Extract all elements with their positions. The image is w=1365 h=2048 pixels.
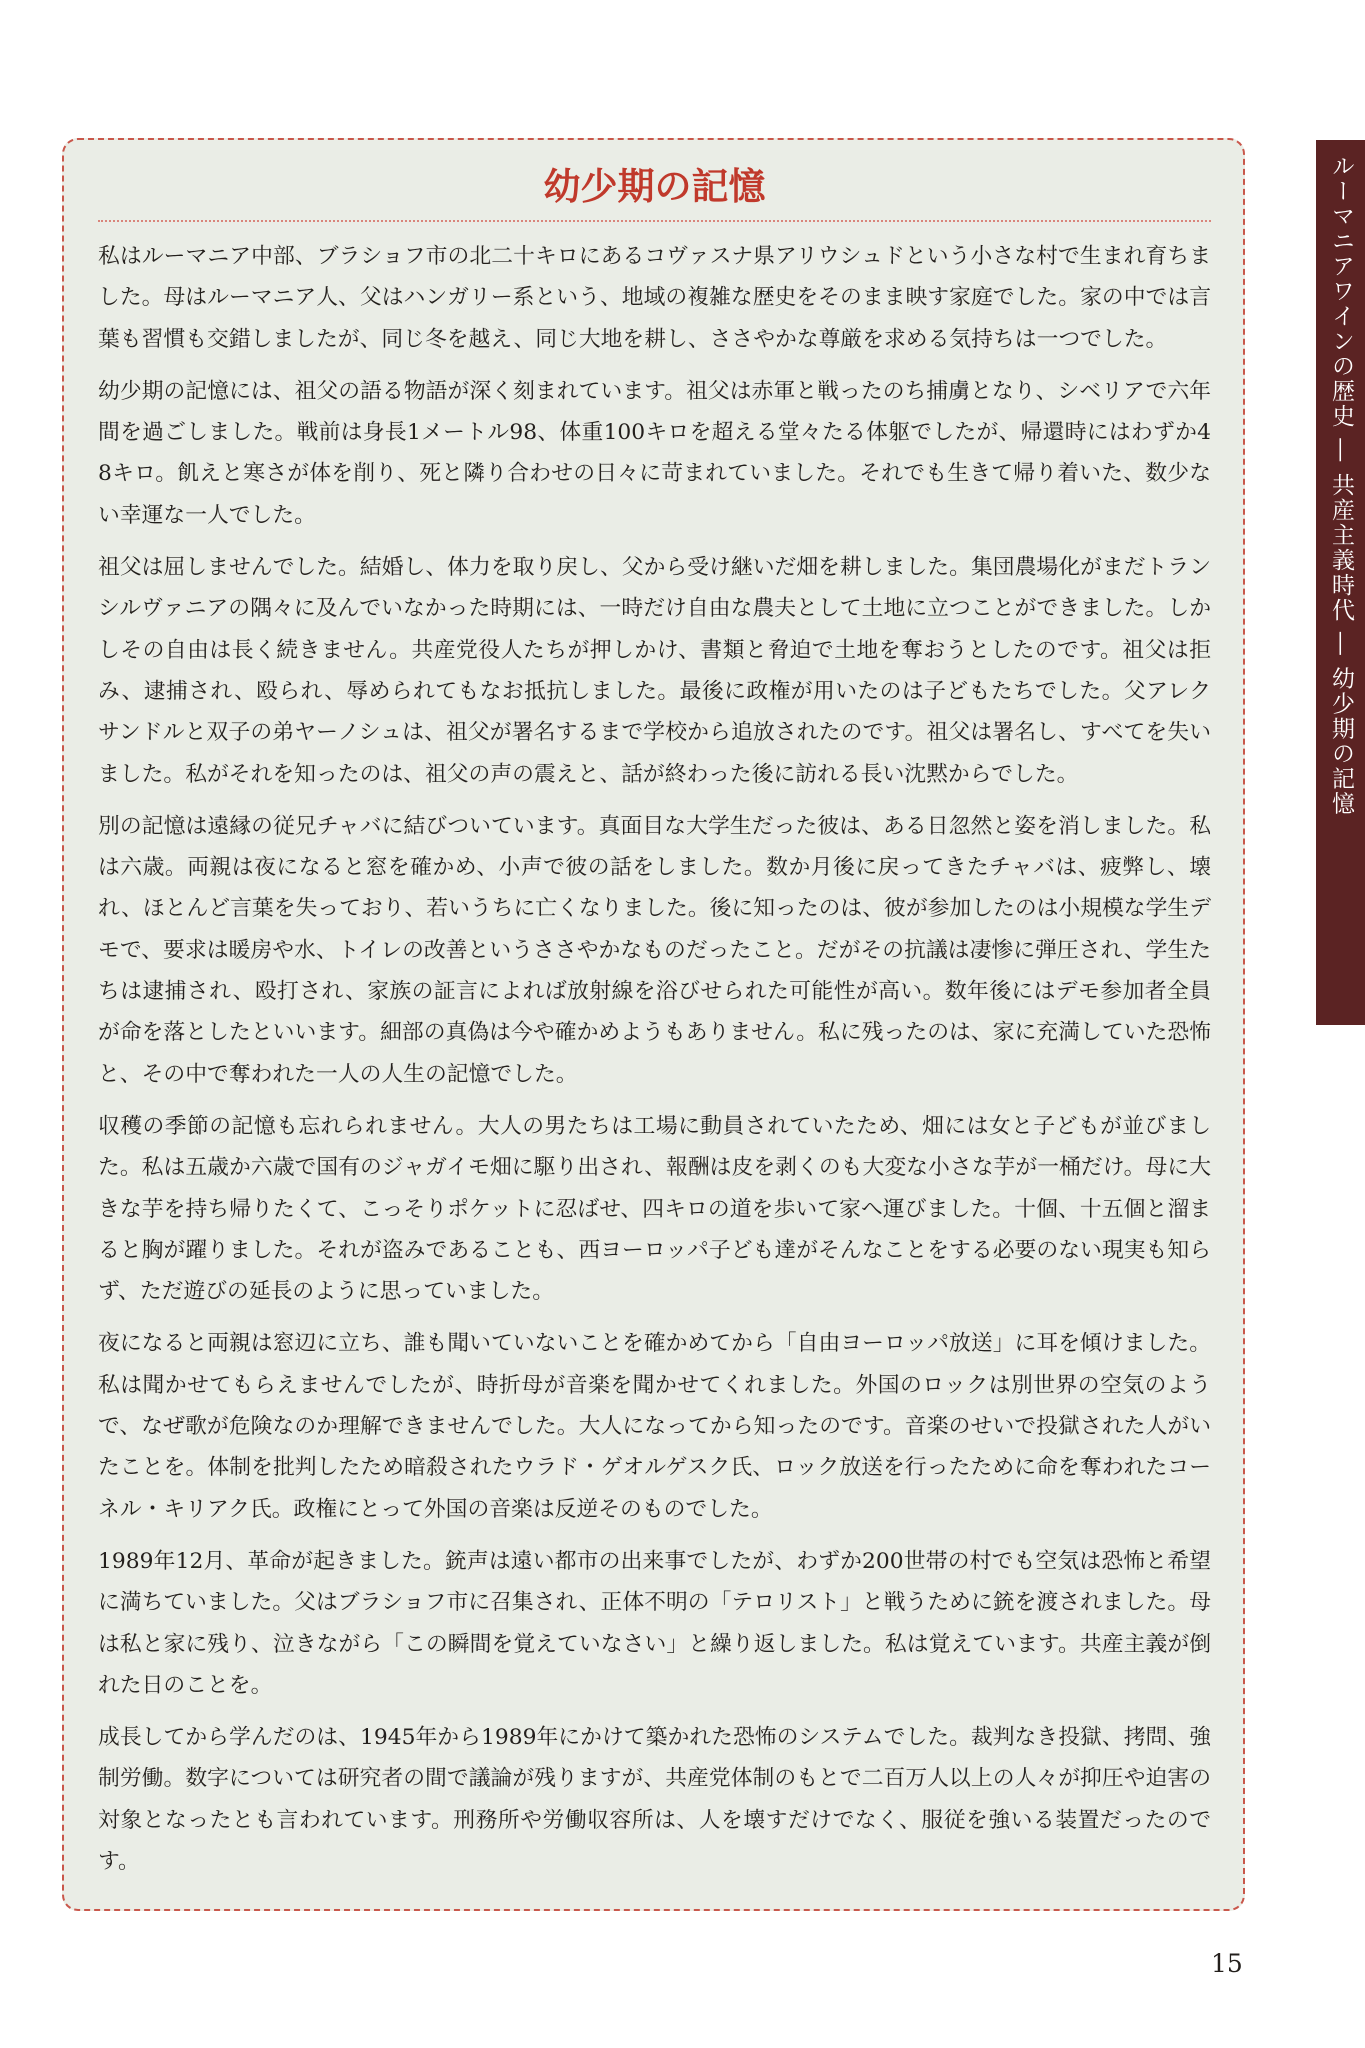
paragraph-4: 別の記憶は遠縁の従兄チャバに結びついています。真面目な大学生だった彼は、ある日忽然と姿を消しました。私は六歳。両親は夜になると窓を確かめ、小声で彼の話をしました。数か月後に戻ってきたチャバは、疲弊し、壊れ、ほとんど言葉を失っており、若いうちに亡くなりました。後に知ったのは、彼が参加したのは小規模な学生デモで、要求は暖房や水、トイレの改善というささやかなものだったこと。だがその抗議は凄惨に弾圧され、学生たちは逮捕され、殴打され、家族の証言によれば放射線を浴びせられた可能性が高い。数年後にはデモ参加者全員が命を落としたといいます。細部の真偽は今や確かめようもありません。私に残ったのは、家に充満していた恐怖と、その中で奪われた一人の人生の記憶でした。 (98, 813, 1211, 1087)
section-title: 幼少期の記憶 (543, 164, 766, 208)
chapter-side-tab-text: ルーマニアワインの歴史 ― 共産主義時代 ― 幼少期の記憶 (1328, 154, 1354, 817)
paragraph-5: 収穫の季節の記憶も忘れられません。大人の男たちは工場に動員されていたため、畑には女と子どもが並びました。私は五歳か六歳で国有のジャガイモ畑に駆り出され、報酬は皮を剥くのも大変な小さな芋が一桶だけ。母に大きな芋を持ち帰りたくて、こっそりポケットに忍ばせ、四キロの道を歩いて家へ運びました。十個、十五個と溜まると胸が躍りました。それが盗みであることも、西ヨーロッパ子ども達がそんなことをする必要のない現実も知らず、ただ遊びの延長のように思っていました。 (98, 1113, 1211, 1305)
paragraph-1: 私はルーマニア中部、ブラショフ市の北二十キロにあるコヴァスナ県アリウシュドという小さな村で生まれ育ちました。母はルーマニア人、父はハンガリー系という、地域の複雑な歴史をそのまま映す家庭でした。家の中では言葉も習慣も交錯しましたが、同じ冬を越え、同じ大地を耕し、ささやかな尊厳を求める気持ちは一つでした。 (98, 244, 1211, 352)
paragraph-3: 祖父は屈しませんでした。結婚し、体力を取り戻し、父から受け継いだ畑を耕しました。集団農場化がまだトランシルヴァニアの隅々に及んでいなかった時期には、一時だけ自由な農夫として土地に立つことができました。しかしその自由は長く続きません。共産党役人たちが押しかけ、書類と脅迫で土地を奪おうとしたのです。祖父は拒み、逮捕され、殴られ、辱められてもなお抵抗しました。最後に政権が用いたのは子どもたちでした。父アレクサンドルと双子の弟ヤーノシュは、祖父が署名するまで学校から追放されたのです。祖父は署名し、すべてを失いました。私がそれを知ったのは、祖父の声の震えと、話が終わった後に訪れる長い沈黙からでした。 (98, 555, 1211, 787)
paragraph-8: 成長してから学んだのは、1945年から1989年にかけて築かれた恐怖のシステムでした。裁判なき投獄、拷問、強制労働。数字については研究者の間で議論が残りますが、共産党体制のもとで二百万人以上の人々が抑圧や迫害の対象となったとも言われています。刑務所や労働収容所は、人を壊すだけでなく、服従を強いる装置だったのです。 (98, 1725, 1211, 1874)
paragraph-7: 1989年12月、革命が起きました。銃声は遠い都市の出来事でしたが、わずか200世帯の村でも空気は恐怖と希望に満ちていました。父はブラショフ市に召集され、正体不明の「テロリスト」と戦うために銃を渡されました。母は私と家に残り、泣きながら「この瞬間を覚えていなさい」と繰り返しました。私は覚えています。共産主義が倒れた日のことを。 (98, 1548, 1211, 1698)
paragraph-2: 幼少期の記憶には、祖父の語る物語が深く刻まれています。祖父は赤軍と戦ったのち捕虜となり、シベリアで六年間を過ごしました。戦前は身長1メートル98、体重100キロを超える堂々たる体躯でしたが、帰還時にはわずか48キロ。飢えと寒さが体を削り、死と隣り合わせの日々に苛まれていました。それでも生きて帰り着いた、数少ない幸運な一人でした。 (98, 378, 1211, 528)
paragraph-6: 夜になると両親は窓辺に立ち、誰も聞いていないことを確かめてから「自由ヨーロッパ放送」に耳を傾けました。私は聞かせてもらえませんでしたが、時折母が音楽を聞かせてくれました。外国のロックは別世界の空気のようで、なぜ歌が危険なのか理解できませんでした。大人になってから知ったのです。音楽のせいで投獄された人がいたことを。体制を批判したため暗殺されたウラド・ゲオルゲスク氏、ロック放送を行ったために命を奪われたコーネル・キリアク氏。政権にとって外国の音楽は反逆そのものでした。 (98, 1331, 1211, 1522)
title-divider (98, 220, 1211, 222)
section-box (62, 138, 1245, 1911)
page-number: 15 (1211, 1949, 1243, 1978)
chapter-side-tab (1316, 140, 1365, 1025)
